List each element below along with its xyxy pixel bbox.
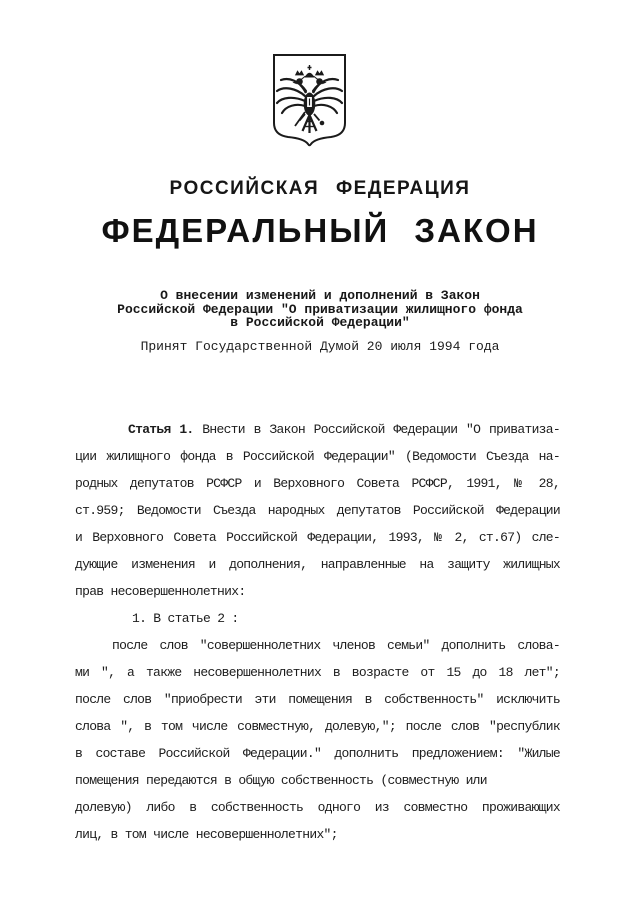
double-headed-eagle-icon: [269, 53, 350, 149]
body-line: дующие изменения и дополнения, направленные на защиту жилищных: [75, 557, 560, 572]
country-heading: РОССИЙСКАЯ ФЕДЕРАЦИЯ: [169, 178, 471, 199]
document-type-heading: ФЕДЕРАЛЬНЫЙ ЗАКОН: [101, 212, 539, 249]
law-title-line: О внесении изменений и дополнений в Закон: [160, 288, 480, 303]
body-line: прав несовершеннолетних:: [75, 584, 246, 599]
body-line: и Верховного Совета Российской Федерации, 1993, № 2, ст.67) сле-: [75, 530, 560, 545]
body-line: после слов "совершеннолетних членов семьи" дополнить слова-: [112, 638, 560, 653]
law-title-line: в Российской Федерации": [230, 315, 410, 330]
body-line: в составе Российской Федерации." дополнить предложением: "Жилые: [75, 746, 560, 761]
body-line: лиц, в том числе несовершеннолетних";: [75, 827, 338, 842]
body-line: ции жилищного фонда в Российской Федерации" (Ведомости Съезда на-: [75, 449, 560, 464]
body-line: родных депутатов РСФСР и Верховного Совета РСФСР, 1991, № 28,: [75, 476, 560, 491]
body-line: слова ", в том числе совместную, долевую,"; после слов "республик: [75, 719, 560, 734]
law-title-line: Российской Федерации "О приватизации жилищного фонда: [117, 301, 523, 317]
body-line: Статья 1. Внести в Закон Российской Федерации "О приватиза-: [128, 422, 560, 437]
article-number-label: Статья 1.: [128, 422, 194, 437]
body-line: помещения передаются в общую собственность (совместную или: [75, 773, 487, 788]
law-title-block: [0, 289, 640, 330]
body-line: 1. В статье 2 :: [132, 611, 239, 626]
body-line: долевую) либо в собственность одного из совместно проживающих: [75, 800, 560, 815]
body-line: после слов "приобрести эти помещения в собственность" исключить: [75, 692, 560, 707]
body-line: ми ", а также несовершеннолетних в возрасте от 15 до 18 лет";: [75, 665, 560, 680]
body-line: ст.959; Ведомости Съезда народных депутатов Российской Федерации: [75, 503, 560, 518]
article-body: [75, 416, 560, 848]
adoption-line: Принят Государственной Думой 20 июля 1994 года: [140, 339, 500, 354]
russia-coat-of-arms: [269, 53, 350, 149]
